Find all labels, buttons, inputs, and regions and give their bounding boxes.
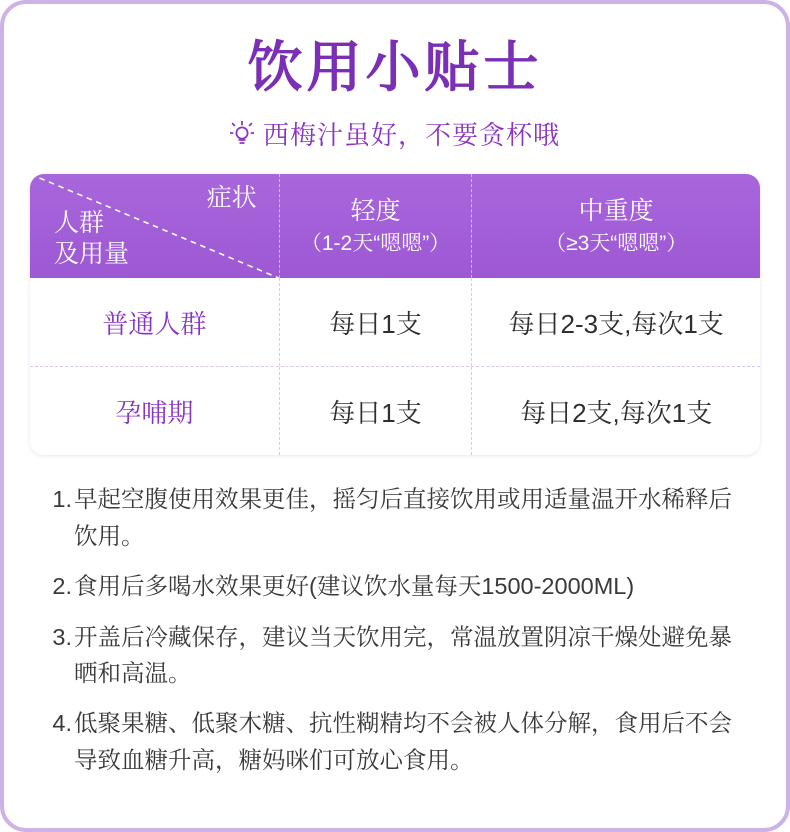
list-item xyxy=(48,481,754,554)
row-pregnancy-mild: 每日1支 xyxy=(280,367,473,455)
group-label xyxy=(54,208,129,271)
page-subtitle: 西梅汁虽好，不要贪杯哦 xyxy=(262,120,560,151)
note-number: 2. xyxy=(52,573,72,600)
list-item xyxy=(48,619,754,692)
list-item xyxy=(48,705,754,778)
row-group-pregnancy: 孕哺期 xyxy=(30,367,280,455)
note-text: 食用后多喝水效果更好(建议饮水量每天1500-2000ML) xyxy=(74,573,635,600)
note-text: 低聚果糖、低聚木糖、抗性糊精均不会被人体分解，食用后不会导致血糖升高，糖妈咪们可放心食用。 xyxy=(74,710,732,773)
column-header-severe xyxy=(472,174,760,278)
note-number: 1. xyxy=(52,486,72,513)
row-pregnancy-severe: 每日2支,每次1支 xyxy=(520,397,713,428)
note-number: 3. xyxy=(52,623,72,650)
row-general-severe: 每日2-3支,每次1支 xyxy=(508,308,724,339)
note-text: 早起空腹使用效果更佳，摇匀后直接饮用或用适量温开水稀释后饮用。 xyxy=(74,486,732,549)
column-header-mild-title: 轻度 xyxy=(350,196,401,225)
group-label-line2: 及用量 xyxy=(54,240,130,268)
note-number: 4. xyxy=(52,710,72,737)
row-group-general: 普通人群 xyxy=(30,278,280,366)
column-header-severe-sub: （≥3天“嗯嗯”） xyxy=(545,232,688,256)
notes-list xyxy=(30,481,760,778)
lightbulb-icon xyxy=(230,121,254,147)
table-row xyxy=(30,278,760,367)
table-header-row xyxy=(30,174,760,278)
group-label-line1: 人群 xyxy=(54,208,105,237)
column-header-mild-sub: （1-2天“嗯嗯”） xyxy=(300,232,451,256)
column-header-severe-title: 中重度 xyxy=(578,196,654,225)
symptom-label: 症状 xyxy=(206,184,257,213)
note-text: 开盖后冷藏保存，建议当天饮用完，常温放置阴凉干燥处避免暴晒和高温。 xyxy=(74,623,732,686)
list-item xyxy=(48,568,754,604)
row-general-mild: 每日1支 xyxy=(280,278,473,366)
page-title: 饮用小贴士 xyxy=(247,36,543,98)
table-row xyxy=(30,367,760,455)
dosage-table xyxy=(30,174,760,455)
column-header-mild xyxy=(280,174,473,278)
table-corner-cell xyxy=(30,174,280,278)
subtitle-row xyxy=(30,115,760,152)
